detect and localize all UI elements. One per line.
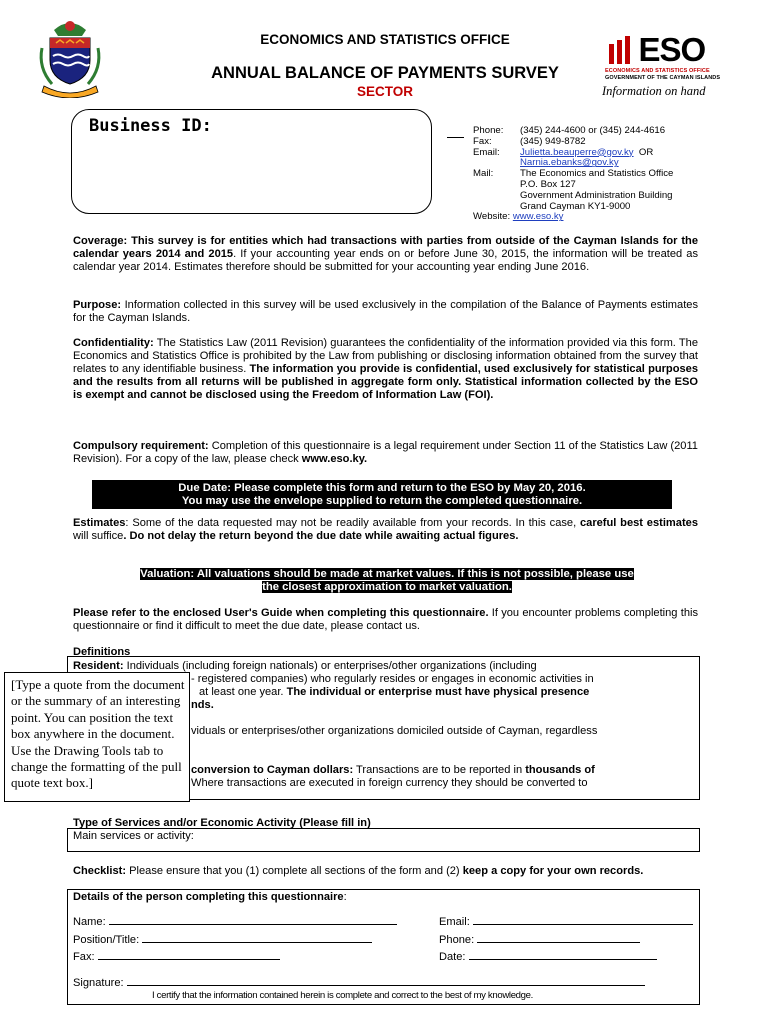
- nonresident-line: viduals or enterprises/other organizations domiciled outside of Cayman, regardless: [191, 725, 598, 737]
- divider: [447, 137, 464, 138]
- business-id-label: Business ID:: [89, 116, 212, 136]
- website-link[interactable]: www.eso.ky: [512, 211, 564, 223]
- main-services-field[interactable]: [67, 828, 700, 852]
- fax-field[interactable]: Fax:: [73, 951, 280, 963]
- date-field[interactable]: Date:: [439, 951, 657, 963]
- position-field[interactable]: Position/Title:: [73, 934, 372, 946]
- signature-field[interactable]: Signature:: [73, 977, 645, 989]
- email-field[interactable]: Email:: [439, 916, 693, 928]
- phone-value: (345) 244-4600 or (345) 244-4616: [520, 125, 666, 136]
- eso-bars-icon: [608, 36, 634, 64]
- compulsory-paragraph: Compulsory requirement: Completion of this questionnaire is a legal requirement under Section 11 of the Statistics Law (2011 Revision). For a copy of the law, please check www.eso.ky.: [73, 440, 698, 465]
- eso-subtitle: ECONOMICS AND STATISTICS OFFICE GOVERNMENT OF THE CAYMAN ISLANDS: [605, 68, 721, 81]
- name-field[interactable]: Name:: [73, 916, 397, 928]
- resident-line-1: Resident: Individuals (including foreign nationals) or enterprises/other organizations (including: [73, 660, 537, 672]
- definitions-title: Definitions: [73, 646, 131, 658]
- phone-field[interactable]: Phone:: [439, 934, 640, 946]
- email-link-2[interactable]: Narnia.ebanks@gov.ky: [520, 157, 619, 169]
- eso-tagline: Information on hand: [602, 84, 706, 98]
- eso-logo: [608, 31, 706, 68]
- contact-info: Phone: (345) 244-4600 or (345) 244-4616 Fax: (345) 949-8782 Email: Julietta.beauperre@gov.ky OR Narnia.ebanks@gov.ky Mail: The Economics and Statistics Office P.O. Box 127 Government Administration Building Grand Cayman KY1-9000 Website: www.eso.ky: [473, 125, 674, 223]
- sector-title: SECTOR: [356, 84, 413, 99]
- purpose-paragraph: Purpose: Information collected in this survey will be used exclusively in the compilation of the Balance of Payments estimates for the Cayman Islands.: [73, 299, 698, 324]
- certification-statement: I certify that the information contained herein is complete and correct to the best of my knowledge.: [152, 990, 533, 1001]
- resident-line-4: nds.: [191, 699, 214, 711]
- due-date-banner: Due Date: Please complete this form and return to the ESO by May 20, 2016. You may use the envelope supplied to return the completed questionnaire.: [92, 480, 672, 509]
- conversion-line-1: conversion to Cayman dollars: Transactions are to be reported in thousands of: [191, 764, 595, 776]
- estimates-paragraph: Estimates: Some of the data requested may not be readily available from your records. In this case, careful best estimates will suffice. Do not delay the return beyond the due date while awaiting actual figures.: [73, 517, 698, 542]
- resident-line-3: at least one year. The individual or enterprise must have physical presence: [199, 686, 590, 698]
- eso-logo-text: ESO: [638, 31, 706, 68]
- office-title: ECONOMICS AND STATISTICS OFFICE: [260, 32, 510, 47]
- confidentiality-paragraph: Confidentiality: The Statistics Law (2011 Revision) guarantees the confidentiality of the information provided via this form. The Economics and Statistics Office is prohibited by the Law from publishing or disclosing information obtained from the survey that relates to any identifiable business. The information you provide is confidential, used exclusively for statistical purposes and the results from all returns will be published in aggregate form only. Statistical information collected by the ESO is exempt and cannot be disclosed using the Freedom of Information Law (FOI).: [73, 337, 698, 401]
- coverage-paragraph: Coverage: This survey is for entities which had transactions with parties from outside of the Cayman Islands for the calendar years 2014 and 2015. If your accounting year ends on or before June 30, 2015, the information will be treated as calendar year 2014. Estimates therefore should be submitted for your accounting year ending June 2016.: [73, 235, 698, 273]
- resident-line-2: - registered companies) who regularly resides or engages in economic activities in: [191, 673, 594, 685]
- email-link-1[interactable]: Julietta.beauperre@gov.ky: [520, 146, 634, 158]
- survey-title: ANNUAL BALANCE OF PAYMENTS SURVEY: [211, 64, 559, 82]
- main-services-label: Main services or activity:: [73, 830, 194, 842]
- refer-paragraph: Please refer to the enclosed User's Guide when completing this questionnaire. If you encounter problems completing this questionnaire or find it difficult to meet the due date, please contact us.: [73, 607, 698, 632]
- fax-value: (345) 949-8782: [520, 135, 586, 147]
- conversion-line-2: Where transactions are executed in foreign currency they should be converted to: [191, 777, 588, 789]
- details-title: Details of the person completing this questionnaire:: [73, 891, 347, 903]
- services-title: Type of Services and/or Economic Activity (Please fill in): [73, 817, 371, 829]
- pull-quote-textbox[interactable]: [Type a quote from the document or the summary of an interesting point. You can position the text box anywhere in the document. Use the Drawing Tools tab to change the formatting of the pull quote text box.]: [4, 672, 190, 802]
- valuation-banner: Valuation: All valuations should be made at market values. If this is not possible, please use the closest approximation to market valuation.: [140, 568, 634, 593]
- checklist-paragraph: Checklist: Please ensure that you (1) complete all sections of the form and (2) keep a copy for your own records.: [73, 865, 644, 877]
